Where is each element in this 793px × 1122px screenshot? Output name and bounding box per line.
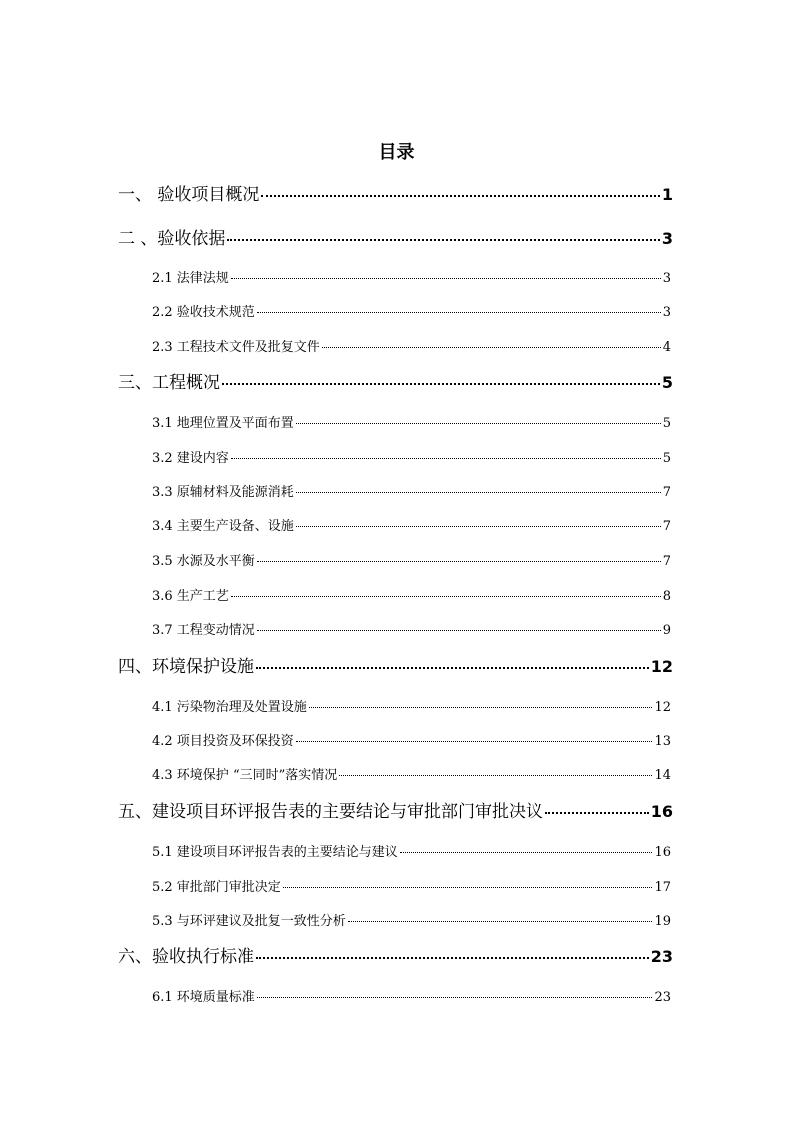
toc-entry-label: 3.7 工程变动情况 <box>152 623 255 638</box>
toc-entry-label: 一、 验收项目概况 <box>118 185 260 205</box>
dot-leader <box>296 423 661 424</box>
toc-entry-label: 三、工程概况 <box>118 373 220 393</box>
toc-entry-3-6 <box>152 585 671 604</box>
toc-entry-page: 7 <box>662 519 671 534</box>
dot-leader <box>231 278 661 279</box>
dot-leader <box>257 561 661 562</box>
toc-entry-section-6 <box>118 942 673 967</box>
toc-entry-label: 3.3 原辅材料及能源消耗 <box>152 485 294 500</box>
toc-entry-4-3 <box>152 764 671 783</box>
dot-leader <box>348 921 653 922</box>
toc-entry-label: 3.4 主要生产设备、设施 <box>152 519 294 534</box>
toc-entry-label: 3.2 建设内容 <box>152 451 229 466</box>
toc-entry-page: 4 <box>662 340 671 355</box>
toc-entry-label: 2.1 法律法规 <box>152 271 229 286</box>
dot-leader <box>231 596 661 597</box>
dot-leader <box>227 239 659 241</box>
dot-leader <box>296 492 661 493</box>
toc-entry-section-2 <box>118 224 673 249</box>
toc-entry-page: 23 <box>650 947 673 966</box>
toc-entry-label: 4.1 污染物治理及处置设施 <box>152 700 307 715</box>
toc-entry-page: 8 <box>662 589 671 604</box>
toc-entry-label: 2.2 验收技术规范 <box>152 305 255 320</box>
dot-leader <box>400 852 653 853</box>
dot-leader <box>545 812 649 814</box>
dot-leader <box>256 667 649 669</box>
dot-leader <box>339 775 652 776</box>
dot-leader <box>283 887 653 888</box>
toc-entry-page: 1 <box>661 185 673 204</box>
toc-entry-label: 3.5 水源及水平衡 <box>152 554 255 569</box>
dot-leader <box>309 707 653 708</box>
toc-entry-page: 3 <box>662 271 671 286</box>
toc-entry-page: 23 <box>654 990 671 1005</box>
toc-entry-label: 六、验收执行标准 <box>118 947 254 967</box>
dot-leader <box>257 312 661 313</box>
toc-entry-page: 19 <box>654 914 671 929</box>
toc-entry-section-3 <box>118 368 673 393</box>
toc-entry-page: 12 <box>650 657 673 676</box>
toc-entry-label: 2.3 工程技术文件及批复文件 <box>152 340 320 355</box>
toc-entry-3-7 <box>152 619 671 638</box>
dot-leader <box>231 458 661 459</box>
toc-entry-label: 4.2 项目投资及环保投资 <box>152 734 294 749</box>
toc-entry-label: 3.1 地理位置及平面布置 <box>152 416 294 431</box>
toc-entry-5-2 <box>152 876 671 895</box>
dot-leader <box>261 195 659 197</box>
dot-leader <box>257 997 653 998</box>
toc-entry-section-4 <box>118 652 673 677</box>
dot-leader <box>257 630 661 631</box>
dot-leader <box>222 383 660 385</box>
toc-entry-label: 5.2 审批部门审批决定 <box>152 880 281 895</box>
toc-entry-4-2 <box>152 730 671 749</box>
toc-entry-page: 16 <box>650 802 673 821</box>
toc-entry-3-5 <box>152 550 671 569</box>
toc-entry-label: 3.6 生产工艺 <box>152 589 229 604</box>
toc-title: 目录 <box>378 142 415 163</box>
toc-entry-label: 4.3 环境保护 “三同时”落实情况 <box>152 768 338 783</box>
toc-entry-page: 9 <box>662 623 671 638</box>
toc-entry-page: 17 <box>654 880 671 895</box>
toc-entry-4-1 <box>152 696 671 715</box>
toc-entry-label: 5.3 与环评建议及批复一致性分析 <box>152 914 346 929</box>
toc-entry-section-5 <box>118 797 673 822</box>
toc-entry-2-2 <box>152 301 671 320</box>
toc-entry-5-1 <box>152 841 671 860</box>
toc-entry-page: 7 <box>662 554 671 569</box>
toc-entry-page: 16 <box>654 845 671 860</box>
toc-entry-page: 3 <box>662 305 671 320</box>
toc-entry-page: 12 <box>654 700 671 715</box>
toc-entry-3-3 <box>152 481 671 500</box>
toc-entry-label: 5.1 建设项目环评报告表的主要结论与建议 <box>152 845 398 860</box>
dot-leader <box>256 957 649 959</box>
dot-leader <box>322 347 661 348</box>
toc-entry-page: 7 <box>662 485 671 500</box>
toc-entry-3-4 <box>152 515 671 534</box>
toc-entry-page: 5 <box>662 416 671 431</box>
toc-entry-label: 6.1 环境质量标准 <box>152 990 255 1005</box>
toc-entry-2-1 <box>152 267 671 286</box>
toc-entry-6-1 <box>152 986 671 1005</box>
toc-entry-5-3 <box>152 910 671 929</box>
toc-entry-3-1 <box>152 412 671 431</box>
toc-entry-page: 13 <box>654 734 671 749</box>
toc-entry-page: 5 <box>662 451 671 466</box>
toc-entry-page: 3 <box>661 229 673 248</box>
toc-entry-2-3 <box>152 336 671 355</box>
toc-entry-page: 5 <box>661 373 673 392</box>
toc-entry-label: 二 、验收依据 <box>118 229 226 249</box>
toc-entry-label: 五、建设项目环评报告表的主要结论与审批部门审批决议 <box>118 802 543 822</box>
toc-entry-page: 14 <box>654 768 671 783</box>
dot-leader <box>296 741 653 742</box>
toc-entry-section-1 <box>118 180 673 205</box>
dot-leader <box>296 526 661 527</box>
toc-entry-3-2 <box>152 447 671 466</box>
toc-entry-label: 四、环境保护设施 <box>118 657 254 677</box>
